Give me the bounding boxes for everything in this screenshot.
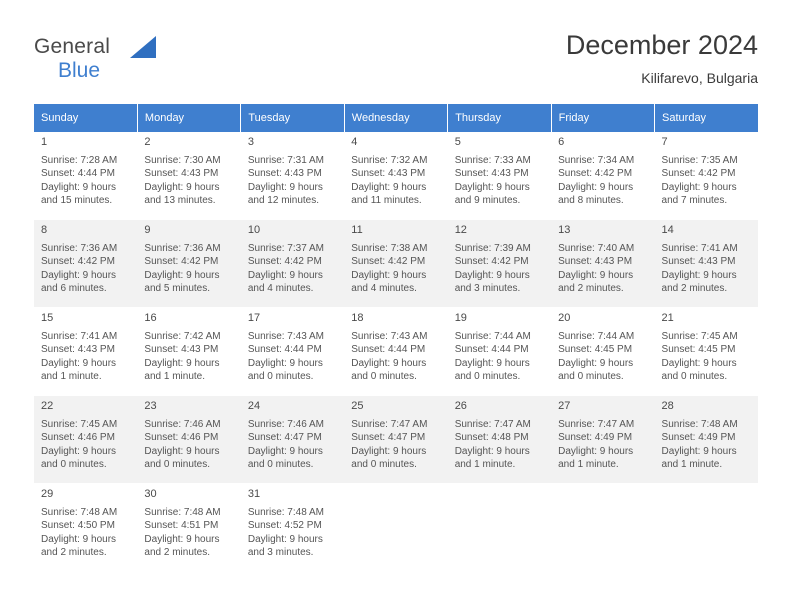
daylight-text-line2: and 13 minutes. [144,195,216,206]
day-cell-empty [344,484,447,572]
sunrise-text: Sunrise: 7:36 AM [41,242,118,254]
sunset-text: Sunset: 4:48 PM [454,432,529,443]
day-cell[interactable] [34,396,137,484]
day-number: 9 [144,224,151,236]
weekday-header-monday: Monday [137,104,240,132]
daylight-text-line2: and 0 minutes. [144,459,211,470]
sunrise-text: Sunrise: 7:32 AM [351,154,428,166]
sunrise-text: Sunrise: 7:40 AM [558,242,635,254]
day-cell[interactable] [34,220,137,308]
daylight-text-line1: Daylight: 9 hours [247,445,323,457]
day-number: 23 [144,400,157,412]
daylight-text-line1: Daylight: 9 hours [351,357,427,369]
sunset-text: Sunset: 4:49 PM [558,432,633,443]
day-cell[interactable] [551,308,654,396]
logo-triangle-icon [130,36,156,58]
page-header [34,28,758,98]
day-number: 31 [247,488,261,500]
sunset-text: Sunset: 4:45 PM [558,344,633,355]
daylight-text-line2: and 4 minutes. [247,283,314,294]
day-number: 6 [558,136,565,148]
day-number: 24 [247,400,261,412]
sunrise-text: Sunrise: 7:28 AM [41,154,118,166]
daylight-text-line2: and 0 minutes. [454,371,521,382]
day-cell[interactable] [655,396,758,484]
page-title: December 2024 [565,30,758,60]
daylight-text-line1: Daylight: 9 hours [41,445,117,457]
calendar-week-row [34,132,758,220]
sunrise-text: Sunrise: 7:37 AM [247,242,324,254]
daylight-text-line2: and 15 minutes. [41,195,113,206]
day-cell[interactable] [448,220,551,308]
daylight-text-line1: Daylight: 9 hours [454,269,530,281]
sunset-text: Sunset: 4:42 PM [454,256,529,267]
daylight-text-line1: Daylight: 9 hours [558,181,634,193]
sunset-text: Sunset: 4:43 PM [351,168,426,179]
day-number: 4 [351,136,358,148]
sunset-text: Sunset: 4:42 PM [41,256,115,267]
sunrise-text: Sunrise: 7:43 AM [247,330,324,342]
daylight-text-line2: and 6 minutes. [41,283,107,294]
daylight-text-line2: and 0 minutes. [247,371,314,382]
sunrise-text: Sunrise: 7:30 AM [144,154,221,166]
day-cell[interactable] [551,396,654,484]
sunset-text: Sunset: 4:47 PM [351,432,426,443]
daylight-text-line2: and 0 minutes. [41,459,107,470]
weekday-header-tuesday: Tuesday [241,104,344,132]
day-number: 28 [661,400,674,412]
day-number: 10 [247,224,261,236]
daylight-text-line2: and 3 minutes. [454,283,521,294]
daylight-text-line2: and 8 minutes. [558,195,624,206]
sunrise-text: Sunrise: 7:46 AM [144,418,221,430]
daylight-text-line1: Daylight: 9 hours [454,181,530,193]
day-number: 22 [41,400,54,412]
day-cell-empty [655,484,758,572]
day-cell[interactable] [655,132,758,220]
day-cell[interactable] [241,220,344,308]
daylight-text-line2: and 0 minutes. [247,459,314,470]
weekday-header-sunday: Sunday [34,104,137,132]
daylight-text-line2: and 5 minutes. [144,283,211,294]
sunset-text: Sunset: 4:44 PM [41,168,115,179]
sunrise-text: Sunrise: 7:47 AM [351,418,428,430]
day-cell[interactable] [241,132,344,220]
sunrise-text: Sunrise: 7:47 AM [558,418,635,430]
daylight-text-line1: Daylight: 9 hours [454,445,530,457]
day-number: 16 [144,312,157,324]
day-number: 27 [558,400,571,412]
sunrise-text: Sunrise: 7:31 AM [247,154,324,166]
day-cell[interactable] [137,132,240,220]
calendar-week-row [34,220,758,308]
daylight-text-line2: and 12 minutes. [247,195,320,206]
day-number: 14 [661,224,674,236]
calendar-week-row [34,484,758,572]
daylight-text-line2: and 2 minutes. [41,547,107,558]
sunrise-text: Sunrise: 7:38 AM [351,242,428,254]
day-cell[interactable] [344,132,447,220]
day-cell[interactable] [448,308,551,396]
day-number: 1 [41,136,48,148]
sunset-text: Sunset: 4:49 PM [661,432,736,443]
brand-name-bottom: Blue [58,59,101,82]
daylight-text-line1: Daylight: 9 hours [41,269,117,281]
sunset-text: Sunset: 4:52 PM [247,520,322,531]
day-cell[interactable] [655,220,758,308]
day-number: 2 [144,136,151,148]
sunrise-text: Sunrise: 7:34 AM [558,154,635,166]
sunset-text: Sunset: 4:43 PM [144,344,219,355]
sunrise-text: Sunrise: 7:35 AM [661,154,738,166]
sunset-text: Sunset: 4:43 PM [41,344,115,355]
daylight-text-line1: Daylight: 9 hours [144,181,220,193]
sunset-text: Sunset: 4:43 PM [454,168,529,179]
sunset-text: Sunset: 4:47 PM [247,432,322,443]
daylight-text-line2: and 2 minutes. [558,283,624,294]
day-cell[interactable] [344,396,447,484]
day-cell[interactable] [551,132,654,220]
sunrise-text: Sunrise: 7:45 AM [41,418,118,430]
sunset-text: Sunset: 4:42 PM [661,168,736,179]
weekday-header-thursday: Thursday [448,104,551,132]
sunrise-text: Sunrise: 7:42 AM [144,330,221,342]
weekday-header-row [34,104,758,132]
daylight-text-line2: and 11 minutes. [351,195,422,206]
day-cell[interactable] [137,220,240,308]
day-cell[interactable] [448,396,551,484]
sunset-text: Sunset: 4:51 PM [144,520,219,531]
sunset-text: Sunset: 4:45 PM [661,344,736,355]
day-number: 11 [351,224,363,236]
title-block [566,28,758,87]
sunset-text: Sunset: 4:43 PM [558,256,633,267]
daylight-text-line1: Daylight: 9 hours [247,533,323,545]
day-number: 29 [41,488,54,500]
daylight-text-line1: Daylight: 9 hours [558,445,634,457]
sunrise-text: Sunrise: 7:41 AM [661,242,738,254]
sunrise-text: Sunrise: 7:48 AM [41,506,118,518]
sunrise-text: Sunrise: 7:45 AM [661,330,738,342]
day-number: 30 [144,488,157,500]
daylight-text-line2: and 1 minute. [661,459,723,470]
daylight-text-line2: and 0 minutes. [558,371,624,382]
daylight-text-line1: Daylight: 9 hours [661,445,737,457]
sunrise-text: Sunrise: 7:33 AM [454,154,531,166]
daylight-text-line1: Daylight: 9 hours [351,269,427,281]
day-number: 15 [41,312,54,324]
day-number: 18 [351,312,364,324]
weekday-header-saturday: Saturday [655,104,758,132]
day-cell-empty [448,484,551,572]
day-cell[interactable] [34,484,137,572]
sunset-text: Sunset: 4:42 PM [144,256,219,267]
daylight-text-line2: and 7 minutes. [661,195,728,206]
sunrise-text: Sunrise: 7:44 AM [454,330,531,342]
daylight-text-line2: and 9 minutes. [454,195,521,206]
sunrise-text: Sunrise: 7:48 AM [661,418,738,430]
day-cell[interactable] [344,220,447,308]
daylight-text-line1: Daylight: 9 hours [247,269,323,281]
sunset-text: Sunset: 4:44 PM [454,344,529,355]
daylight-text-line1: Daylight: 9 hours [661,269,737,281]
weekday-header-friday: Friday [551,104,654,132]
day-cell[interactable] [448,132,551,220]
daylight-text-line1: Daylight: 9 hours [144,533,220,545]
day-cell[interactable] [137,396,240,484]
daylight-text-line1: Daylight: 9 hours [558,357,634,369]
daylight-text-line2: and 0 minutes. [351,371,417,382]
day-cell[interactable] [34,132,137,220]
sunset-text: Sunset: 4:50 PM [41,520,115,531]
sunset-text: Sunset: 4:46 PM [41,432,115,443]
calendar-week-row [34,308,758,396]
sunrise-text: Sunrise: 7:48 AM [247,506,324,518]
daylight-text-line2: and 1 minute. [144,371,206,382]
daylight-text-line2: and 0 minutes. [661,371,728,382]
daylight-text-line1: Daylight: 9 hours [247,181,323,193]
sunrise-text: Sunrise: 7:47 AM [454,418,531,430]
daylight-text-line1: Daylight: 9 hours [558,269,634,281]
weekday-header-wednesday: Wednesday [344,104,447,132]
day-cell[interactable] [137,308,240,396]
daylight-text-line1: Daylight: 9 hours [144,445,220,457]
daylight-text-line2: and 1 minute. [41,371,102,382]
daylight-text-line2: and 1 minute. [454,459,516,470]
day-number: 3 [247,136,254,148]
calendar-week-row [34,396,758,484]
day-number: 7 [661,136,668,148]
daylight-text-line2: and 4 minutes. [351,283,417,294]
brand-logo [34,36,214,88]
day-number: 8 [41,224,48,236]
calendar-table [34,104,758,572]
day-cell[interactable] [241,308,344,396]
sunset-text: Sunset: 4:44 PM [247,344,322,355]
sunrise-text: Sunrise: 7:39 AM [454,242,531,254]
sunset-text: Sunset: 4:42 PM [558,168,633,179]
sunset-text: Sunset: 4:43 PM [661,256,736,267]
day-number: 25 [351,400,364,412]
day-cell[interactable] [34,308,137,396]
day-number: 19 [454,312,467,324]
location-subtitle: Kilifarevo, Bulgaria [641,70,758,86]
sunset-text: Sunset: 4:46 PM [144,432,219,443]
daylight-text-line1: Daylight: 9 hours [41,181,117,193]
sunrise-text: Sunrise: 7:48 AM [144,506,221,518]
sunrise-text: Sunrise: 7:44 AM [558,330,635,342]
daylight-text-line1: Daylight: 9 hours [144,269,220,281]
sunrise-text: Sunrise: 7:36 AM [144,242,221,254]
daylight-text-line1: Daylight: 9 hours [661,181,737,193]
sunset-text: Sunset: 4:44 PM [351,344,426,355]
daylight-text-line1: Daylight: 9 hours [41,533,117,545]
sunrise-text: Sunrise: 7:41 AM [41,330,118,342]
daylight-text-line2: and 3 minutes. [247,547,314,558]
day-cell[interactable] [551,220,654,308]
sunset-text: Sunset: 4:43 PM [144,168,219,179]
sunset-text: Sunset: 4:42 PM [247,256,322,267]
day-number: 26 [454,400,467,412]
daylight-text-line2: and 1 minute. [558,459,619,470]
day-number: 21 [661,312,674,324]
day-number: 12 [454,224,467,236]
sunrise-text: Sunrise: 7:43 AM [351,330,428,342]
daylight-text-line2: and 2 minutes. [144,547,211,558]
day-cell[interactable] [241,396,344,484]
daylight-text-line2: and 0 minutes. [351,459,417,470]
brand-name-top: General [34,35,111,58]
day-cell-empty [551,484,654,572]
daylight-text-line1: Daylight: 9 hours [351,181,427,193]
daylight-text-line1: Daylight: 9 hours [247,357,323,369]
day-cell[interactable] [137,484,240,572]
daylight-text-line1: Daylight: 9 hours [661,357,737,369]
sunset-text: Sunset: 4:42 PM [351,256,426,267]
daylight-text-line1: Daylight: 9 hours [41,357,117,369]
sunrise-text: Sunrise: 7:46 AM [247,418,324,430]
daylight-text-line1: Daylight: 9 hours [144,357,220,369]
day-number: 5 [454,136,461,148]
day-number: 20 [558,312,571,324]
sunset-text: Sunset: 4:43 PM [247,168,322,179]
calendar-body [34,132,758,572]
daylight-text-line1: Daylight: 9 hours [454,357,530,369]
day-cell[interactable] [241,484,344,572]
day-cell[interactable] [655,308,758,396]
daylight-text-line1: Daylight: 9 hours [351,445,427,457]
daylight-text-line2: and 2 minutes. [661,283,728,294]
day-number: 17 [247,312,261,324]
day-number: 13 [558,224,571,236]
day-cell[interactable] [344,308,447,396]
